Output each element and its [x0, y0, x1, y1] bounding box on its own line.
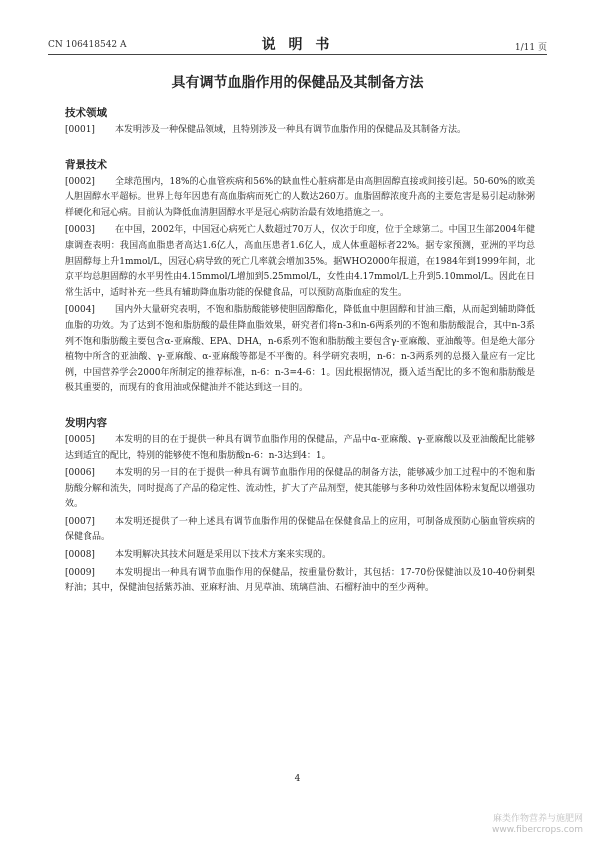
paragraph-0005	[65, 433, 535, 464]
document-title: 具有调节血脂作用的保健品及其制备方法	[171, 75, 424, 91]
paragraph-text: 本发明的目的在于提供一种具有调节血脂作用的保健品，产品中α-亚麻酸、γ-亚麻酸以及亚油酸配比能够达到适宜的配比，特别的能够使不饱和脂肪酸n-6：n-3达到4：1。	[65, 434, 535, 461]
section-heading-tech-field: 技术领域	[65, 107, 107, 119]
document-body	[65, 106, 535, 599]
paragraph-number: [0004]	[65, 305, 95, 316]
document-type-heading: 说 明 书	[261, 37, 334, 53]
paragraph-text: 本发明涉及一种保健品领域，且特别涉及一种具有调节血脂作用的保健品及其制备方法。	[115, 125, 467, 135]
page-indicator: 1/11 页	[514, 43, 547, 53]
paragraph-0007	[65, 515, 535, 546]
paragraph-text: 国内外大量研究表明，不饱和脂肪酸能够使胆固醇酯化，降低血中胆固醇和甘油三酯，从而起到辅助降低血脂的功效。为了达到不饱和脂肪酸的最佳降血脂效果，研究者们将n-3和n-6两系列的不饱和脂肪酸混合，其中n-3系列不饱和脂肪酸主要包含α-亚麻酸、EPA、DHA，n-6系列不饱和脂肪酸主要包含γ-亚麻酸、亚油酸等。但是绝大部分植物中所含的亚油酸、γ-亚麻酸、α-亚麻酸等都是不平衡的。科学研究表明，n-6：n-3两系列的总摄入量应有一定比例，中国营养学会2000年所制定的推荐标准，n-6：n-3=4-6：1。因此根据情况，摄入适当配比的多不饱和脂肪酸是极其重要的，而现有的食用油或保健油并不能达到这一目的。	[65, 305, 535, 394]
paragraph-0009	[65, 566, 535, 597]
paragraph-number: [0003]	[65, 225, 95, 236]
paragraph-text: 本发明还提供了一种上述具有调节血脂作用的保健品在保健食品上的应用，可制备成预防心脑血管疾病的保健食品。	[65, 516, 535, 543]
patent-number: CN 106418542 A	[48, 40, 127, 50]
watermark	[492, 814, 583, 836]
watermark-name: 麻类作物营养与施肥网	[492, 814, 583, 824]
paragraph-0006	[65, 466, 535, 513]
paragraph-text: 在中国，2002年，中国冠心病死亡人数超过70万人，仅次于印度，位于全球第二。中国卫生部2004年健康调查表明：我国高血脂患者高达1.6亿人，高血压患者1.6亿人，成人体重超标者22%。据专家预测，亚洲的平均总胆固醇每上升1mmol/L，因冠心病导致的死亡几率就会增加35%。据WHO2000年报道，在1984年到1999年间，北京平均总胆固醇的水平男性由4.15mmol/L增加到5.25mmol/L，女性由4.17mmol/L上升到5.10mmol/L。因此在日常生活中，适时补充一些具有辅助降血脂功能的保健食品，可以预防高脂血症的发生。	[65, 225, 535, 298]
paragraph-0002	[65, 175, 535, 222]
paragraph-0008	[65, 548, 535, 564]
section-heading-content: 发明内容	[65, 416, 107, 429]
paragraph-text: 本发明的另一目的在于提供一种具有调节血脂作用的保健品的制备方法，能够减少加工过程中的不饱和脂肪酸分解和流失，同时提高了产品的稳定性、流动性，扩大了产品剂型，使其能够与多种功效性固体粉末复配以增强功效。	[65, 468, 535, 510]
section-heading-background: 背景技术	[65, 158, 107, 171]
paragraph-text: 全球范围内，18%的心血管疾病和56%的缺血性心脏病都是由高胆固醇直接或间接引起。50-60%的欧美人胆固醇水平超标。世界上每年因患有高血脂病而死亡的人数达260万。血脂固醇浓度升高的主要危害是易引起动脉粥样硬化和冠心病。目前认为降低血清胆固醇水平是冠心病防治最有效地措施之一。	[65, 176, 535, 218]
paragraph-0003	[65, 223, 535, 301]
page-number: 4	[294, 774, 301, 784]
paragraph-number: [0001]	[65, 125, 95, 135]
paragraph-number: [0005]	[65, 434, 95, 445]
paragraph-0004	[65, 303, 535, 397]
paragraph-0001	[65, 123, 535, 139]
paragraph-number: [0009]	[65, 567, 95, 578]
paragraph-number: [0002]	[65, 176, 95, 187]
header-divider	[48, 54, 547, 55]
paragraph-text: 本发明提出一种具有调节血脂作用的保健品，按重量份数计，其包括：17-70份保健油以及10-40份刺梨籽油；其中，保健油包括紫苏油、亚麻籽油、月见草油、琉璃苣油、石榴籽油中的至少两种。	[65, 567, 535, 594]
paragraph-number: [0006]	[65, 468, 95, 479]
watermark-url: www.fibercrops.com	[492, 825, 583, 835]
paragraph-number: [0008]	[65, 550, 95, 561]
paragraph-text: 本发明解决其技术问题是采用以下技术方案来实现的。	[115, 550, 332, 561]
paragraph-number: [0007]	[65, 516, 95, 527]
